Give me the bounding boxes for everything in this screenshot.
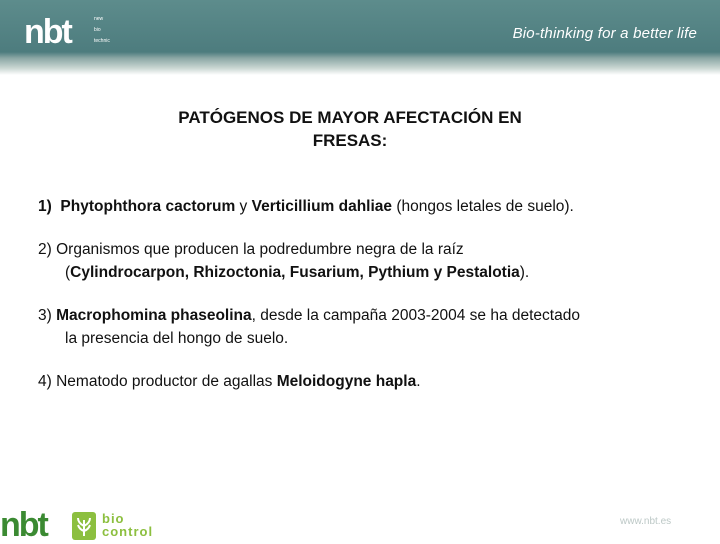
- footer-nbt-logo: nbt: [0, 506, 47, 544]
- biocontrol-brand: bio control: [102, 511, 154, 539]
- leaf-icon: [72, 512, 96, 540]
- list-item: 4) Nematodo productor de agallas Meloidogyne hapla.: [38, 373, 421, 390]
- list-item: 3) Macrophomina phaseolina, desde la campaña 2003-2004 se ha detectado la presencia del hongo de suelo.: [38, 307, 580, 347]
- nbt-logo: nbt: [24, 13, 71, 51]
- header-banner: [0, 0, 720, 75]
- list-item: 1) Phytophthora cactorum y Verticillium dahliae (hongos letales de suelo).: [38, 198, 574, 215]
- slide-title: PATÓGENOS DE MAYOR AFECTACIÓN EN FRESAS:: [178, 108, 522, 150]
- list-item: 2) Organismos que producen la podredumbre negra de la raíz (Cylindrocarpon, Rhizoctonia, Fusarium, Pythium y Pestalotia).: [38, 241, 530, 281]
- tagline: Bio-thinking for a better life: [512, 25, 697, 42]
- website-url[interactable]: www.nbt.es: [620, 516, 672, 527]
- logo-subtitle: new bio technic: [94, 16, 110, 44]
